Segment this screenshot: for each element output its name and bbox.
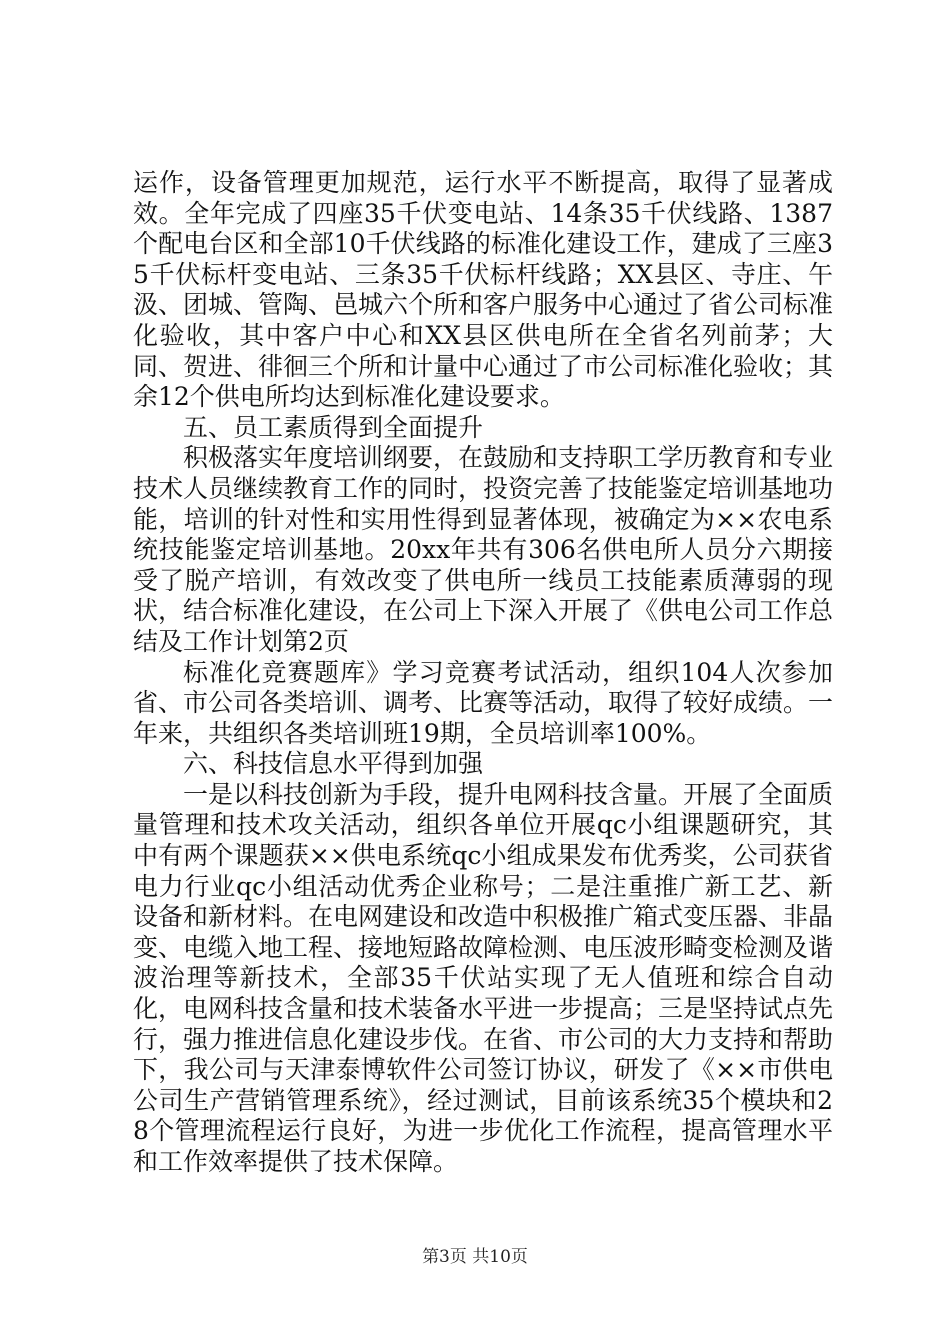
page-footer: 第3页 共10页	[422, 1247, 528, 1267]
document-body	[133, 168, 833, 1178]
section-heading-five: 五、员工素质得到全面提升	[183, 412, 484, 442]
paragraph-training-continued: 标准化竞赛题库》学习竞赛考试活动，组织104人次参加省、市公司各类培训、调考、比赛等活动，取得了较好成绩。一年来，共组织各类培训班19期，全员培训率100%。	[133, 657, 834, 748]
section-heading-six: 六、科技信息水平得到加强	[183, 749, 484, 779]
paragraph-technology: 一是以科技创新为手段，提升电网科技含量。开展了全面质量管理和技术攻关活动，组织各单位开展qc小组课题研究，其中有两个课题获××供电系统qc小组成果发布优秀奖，公司获省电力行业qc小组活动优秀企业称号；二是注重推广新工艺、新设备和新材料。在电网建设和改造中积极推广箱式变压器、非晶变、电缆入地工程、接地短路故障检测、电压波形畸变检测及谐波治理等新技术，全部35千伏站实现了无人值班和综合自动化，电网科技含量和技术装备水平进一步提高；三是坚持试点先行，强力推进信息化建设步伐。在省、市公司的大力支持和帮助下，我公司与天津泰博软件公司签订协议，研发了《××市供电公司生产营销管理系统》，经过测试，目前该系统35个模块和28个管理流程运行良好，为进一步优化工作流程，提高管理水平和工作效率提供了技术保障。	[133, 779, 834, 1176]
paragraph-continuation: 运作，设备管理更加规范，运行水平不断提高，取得了显著成效。全年完成了四座35千伏变电站、14条35千伏线路、1387个配电台区和全部10千伏线路的标准化建设工作，建成了三座35千伏标杆变电站、三条35千伏标杆线路；XX县区、寺庄、午汲、团城、管陶、邑城六个所和客户服务中心通过了省公司标准化验收，其中客户中心和XX县区供电所在全省名列前茅；大同、贺进、徘徊三个所和计量中心通过了市公司标准化验收；其余12个供电所均达到标准化建设要求。	[133, 168, 834, 412]
paragraph-training: 积极落实年度培训纲要，在鼓励和支持职工学历教育和专业技术人员继续教育工作的同时，投资完善了技能鉴定培训基地功能，培训的针对性和实用性得到显著体现，被确定为××农电系统技能鉴定培训基地。20xx年共有306名供电所人员分六期接受了脱产培训，有效改变了供电所一线员工技能素质薄弱的现状，结合标准化建设，在公司上下深入开展了《供电公司工作总结及工作计划第2页	[133, 443, 834, 656]
